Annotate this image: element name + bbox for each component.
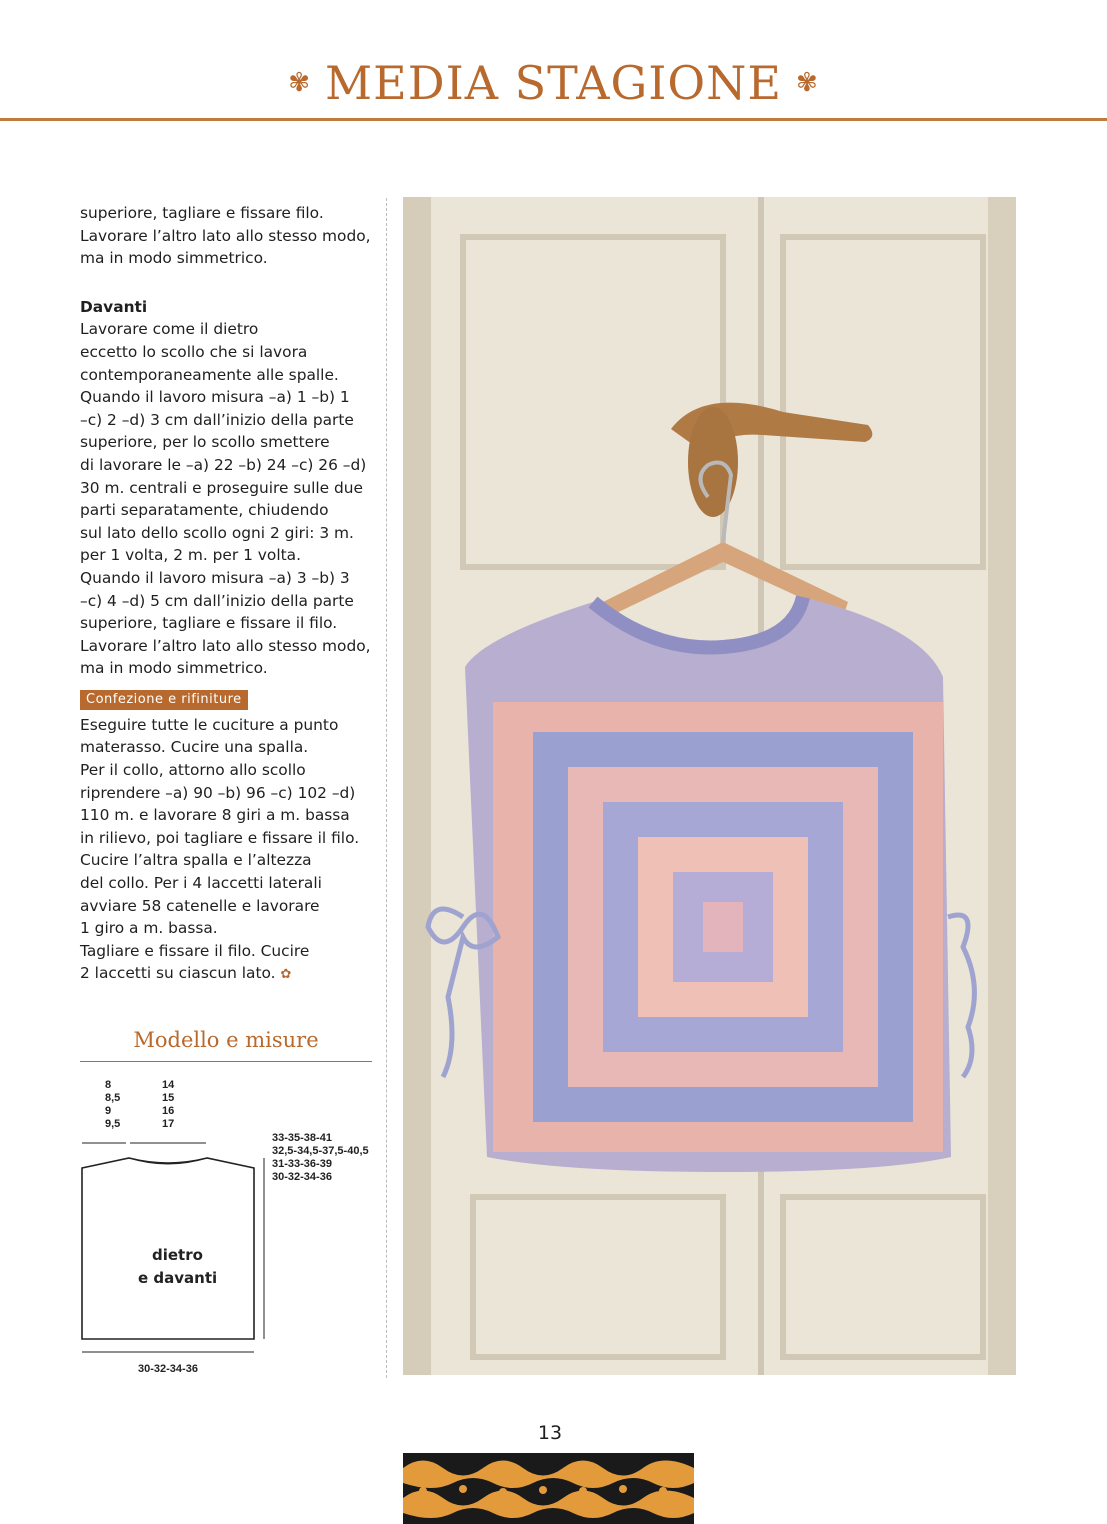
piece-label: e davanti [138,1269,218,1287]
text-line: Per il collo, attorno allo scollo [80,761,306,780]
text-line: Lavorare l’altro lato allo stesso modo, [80,636,371,655]
text-line: superiore, tagliare e fissare filo. [80,204,324,222]
text-line: –c) 4 –d) 5 cm dall’inizio della parte [80,591,354,610]
measurement-diagram [70,1072,380,1382]
text-line: 110 m. e lavorare 8 giri a m. bassa [80,806,350,825]
text-line: avviare 58 catenelle e lavorare [80,896,320,915]
text-line: contemporaneamente alle spalle. [80,365,339,384]
text-line: ma in modo simmetrico. [80,659,268,678]
piece-label: dietro [152,1246,203,1264]
text-line: 1 giro a m. bassa. [80,919,218,938]
height-label: 30-32-34-36 [272,1171,332,1183]
text-line: in rilievo, poi tagliare e fissare il filo. [80,828,360,847]
text-line: superiore, per lo scollo smettere [80,433,330,452]
height-label: 32,5-34,5-37,5-40,5 [272,1145,369,1157]
flower-ornament-icon: ✾ [288,68,312,98]
text-line: superiore, tagliare e fissare il filo. [80,614,338,633]
neck-width-label: 17 [162,1118,175,1130]
text-line-content: 2 laccetti su ciascun lato. [80,964,276,983]
text-line: 30 m. centrali e proseguire sulle due [80,478,364,497]
text-line: riprendere –a) 90 –b) 96 –c) 102 –d) [80,783,356,802]
neck-width-label: 14 [162,1079,175,1091]
shoulder-width-label: 8 [105,1079,112,1091]
text-line: Eseguire tutte le cuciture a punto [80,715,339,734]
shoulder-width-label: 9 [105,1105,112,1117]
text-line: Cucire l’altra spalla e l’altezza [80,851,312,870]
text-line: ma in modo simmetrico. [80,249,268,268]
text-line: –c) 2 –d) 3 cm dall’inizio della parte [80,410,354,429]
height-label: 33-35-38-41 [272,1132,332,1144]
text-line: Lavorare l’altro lato allo stesso modo, [80,226,371,245]
page-number: 13 [537,1422,563,1444]
text-line: Lavorare come il dietro [80,320,259,339]
text-line [80,962,380,987]
decorative-pattern-strip [403,1453,694,1524]
shoulder-width-label: 9,5 [105,1118,121,1130]
confezione-heading [80,690,248,710]
flower-end-mark-icon: ✿ [280,967,292,983]
text-line: Quando il lavoro misura –a) 3 –b) 3 [80,568,350,587]
section-title-text: MEDIA STAGIONE [325,56,782,110]
bottom-width-label: 30-32-34-36 [138,1363,198,1375]
height-label: 31-33-36-39 [272,1158,332,1170]
text-line: materasso. Cucire una spalla. [80,738,309,757]
shoulder-width-label: 8,5 [105,1092,121,1104]
text-line: per 1 volta, 2 m. per 1 volta. [80,546,301,565]
text-line: eccetto lo scollo che si lavora [80,342,308,361]
crochet-vest-photo [403,197,1016,1375]
flower-ornament-icon: ✾ [795,68,819,98]
column-divider [386,198,387,1378]
header-rule [0,118,1107,121]
text-line: sul lato dello scollo ogni 2 giri: 3 m. [80,523,354,542]
page-header [0,56,1107,110]
neck-width-label: 16 [162,1105,175,1117]
diagram-title-rule [80,1061,372,1062]
text-line: di lavorare le –a) 22 –b) 24 –c) 26 –d) [80,455,367,474]
text-line: Quando il lavoro misura –a) 1 –b) 1 [80,388,350,407]
confezione-heading-text: Confezione e rifiniture [86,691,242,707]
text-line: del collo. Per i 4 laccetti laterali [80,874,322,893]
diagram-title: Modello e misure [133,1028,319,1052]
instructions-column [80,202,380,987]
text-line: parti separatamente, chiudendo [80,501,329,520]
text-line: Tagliare e fissare il filo. Cucire [80,941,310,960]
section-title [288,56,819,110]
davanti-heading: Davanti [80,297,148,316]
neck-width-label: 15 [162,1092,175,1104]
